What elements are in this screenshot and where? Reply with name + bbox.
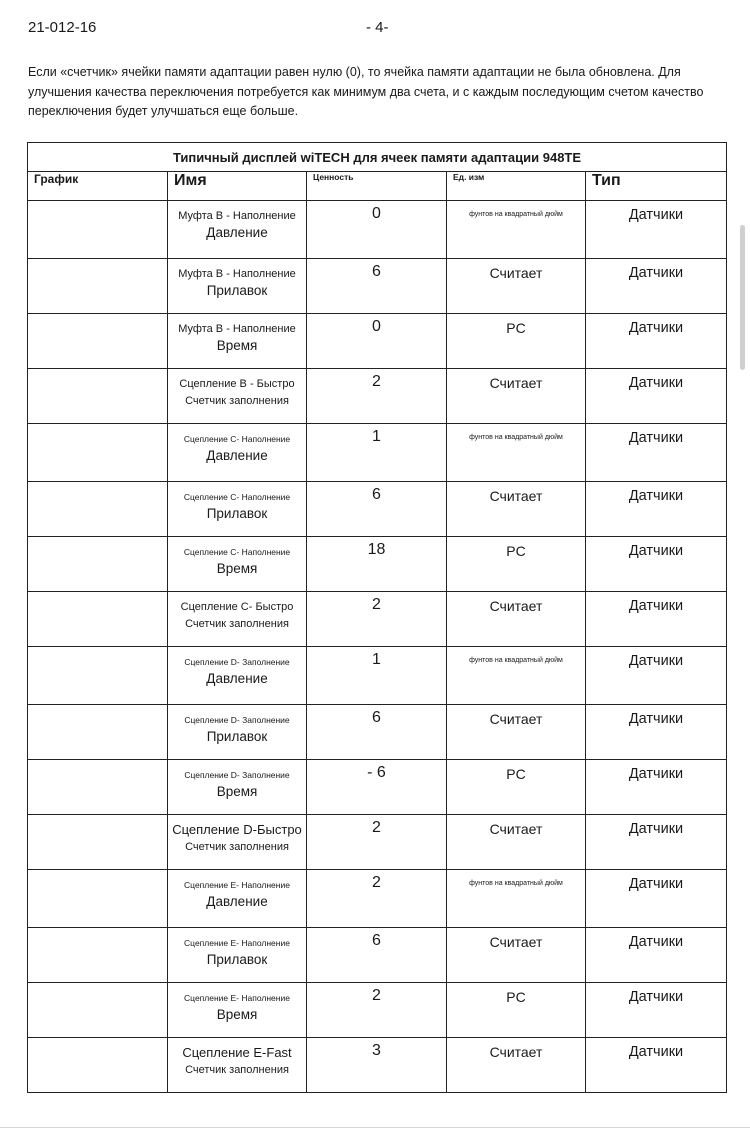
type-cell: Датчики (586, 592, 727, 647)
table-row (28, 201, 727, 259)
graph-cell (28, 815, 168, 870)
unit-cell: Считает (447, 1038, 586, 1093)
graph-cell (28, 201, 168, 259)
name-secondary: Давление (206, 448, 268, 463)
unit-cell: PC (447, 537, 586, 592)
type-cell: Датчики (586, 815, 727, 870)
column-header-name: Имя (168, 172, 307, 201)
value-cell: 0 (307, 201, 447, 259)
name-secondary: Счетчик заполнения (185, 1064, 289, 1076)
value-cell: 18 (307, 537, 447, 592)
name-primary: Сцепление B - Быстро (179, 378, 295, 390)
type-cell: Датчики (586, 870, 727, 928)
name-primary: Сцепление D- Заполнение (184, 715, 290, 725)
table-row (28, 424, 727, 482)
name-secondary: Давление (206, 225, 268, 240)
type-cell: Датчики (586, 983, 727, 1038)
value-cell: 2 (307, 369, 447, 424)
value-cell: 2 (307, 983, 447, 1038)
unit-cell: Считает (447, 928, 586, 983)
name-cell (168, 1038, 307, 1093)
name-cell (168, 928, 307, 983)
value-cell: 2 (307, 592, 447, 647)
table-row (28, 1038, 727, 1093)
name-secondary: Прилавок (206, 729, 268, 744)
unit-cell: Считает (447, 592, 586, 647)
graph-cell (28, 424, 168, 482)
value-cell: 6 (307, 259, 447, 314)
graph-cell (28, 314, 168, 369)
unit-cell: PC (447, 983, 586, 1038)
name-secondary: Счетчик заполнения (185, 395, 289, 407)
graph-cell (28, 705, 168, 760)
unit-cell: фунтов на квадратный дюйм (447, 870, 586, 928)
graph-cell (28, 647, 168, 705)
name-secondary: Время (216, 338, 258, 353)
page-bottom-divider (0, 1127, 750, 1128)
column-header-unit: Ед. изм (447, 172, 586, 201)
name-secondary: Счетчик заполнения (185, 841, 289, 853)
value-cell: 2 (307, 815, 447, 870)
type-cell: Датчики (586, 1038, 727, 1093)
table-row (28, 592, 727, 647)
table-row (28, 314, 727, 369)
table-row (28, 928, 727, 983)
name-cell (168, 592, 307, 647)
value-cell: 6 (307, 705, 447, 760)
intro-paragraph: Если «счетчик» ячейки памяти адаптации равен нулю (0), то ячейка памяти адаптации не была обновлена. Для улучшения качества переключения потребуется как минимум два счета, и с каждым последующим счетом качество переключения будет улучшаться еще больше. (28, 65, 704, 118)
scrollbar-thumb[interactable] (740, 225, 745, 370)
table-row (28, 815, 727, 870)
name-cell (168, 983, 307, 1038)
name-primary: Муфта B - Наполнение (178, 210, 296, 222)
unit-cell: Считает (447, 482, 586, 537)
name-primary: Муфта B - Наполнение (178, 268, 296, 280)
table-row (28, 870, 727, 928)
column-header-graph: График (28, 172, 168, 201)
graph-cell (28, 537, 168, 592)
name-primary: Сцепление E- Наполнение (184, 880, 290, 890)
type-cell: Датчики (586, 537, 727, 592)
value-cell: 0 (307, 314, 447, 369)
table-row (28, 983, 727, 1038)
unit-cell: Считает (447, 369, 586, 424)
graph-cell (28, 592, 168, 647)
type-cell: Датчики (586, 369, 727, 424)
name-cell (168, 259, 307, 314)
value-cell: - 6 (307, 760, 447, 815)
unit-cell: фунтов на квадратный дюйм (447, 424, 586, 482)
name-primary: Сцепление E- Наполнение (184, 993, 290, 1003)
name-cell (168, 815, 307, 870)
name-secondary: Время (216, 784, 258, 799)
type-cell: Датчики (586, 259, 727, 314)
type-cell: Датчики (586, 314, 727, 369)
name-primary: Сцепление C- Наполнение (183, 492, 291, 502)
unit-cell: Считает (447, 705, 586, 760)
name-cell (168, 647, 307, 705)
name-secondary: Время (216, 1007, 258, 1022)
value-cell: 6 (307, 928, 447, 983)
type-cell: Датчики (586, 201, 727, 259)
adaptation-cells-table (27, 142, 727, 1093)
table-row (28, 369, 727, 424)
name-cell (168, 424, 307, 482)
value-cell: 1 (307, 647, 447, 705)
name-secondary: Прилавок (206, 952, 268, 967)
name-primary: Сцепление D- Заполнение (184, 657, 290, 667)
name-cell (168, 482, 307, 537)
name-secondary: Прилавок (206, 506, 268, 521)
graph-cell (28, 983, 168, 1038)
document-number: 21-012-16 (28, 19, 97, 36)
column-header-type: Тип (586, 172, 727, 201)
type-cell: Датчики (586, 705, 727, 760)
value-cell: 6 (307, 482, 447, 537)
column-header-value: Ценность (307, 172, 447, 201)
graph-cell (28, 870, 168, 928)
table-header-row (28, 172, 727, 201)
graph-cell (28, 482, 168, 537)
type-cell: Датчики (586, 482, 727, 537)
unit-cell: Считает (447, 815, 586, 870)
name-primary: Сцепление D-Быстро (172, 822, 302, 837)
table-row (28, 705, 727, 760)
name-cell (168, 870, 307, 928)
name-primary: Сцепление E-Fast (182, 1045, 292, 1060)
graph-cell (28, 1038, 168, 1093)
table-row (28, 259, 727, 314)
graph-cell (28, 259, 168, 314)
unit-cell: Считает (447, 259, 586, 314)
name-cell (168, 369, 307, 424)
name-primary: Сцепление C- Быстро (180, 601, 294, 613)
table-row (28, 482, 727, 537)
name-secondary: Время (216, 561, 258, 576)
name-cell (168, 760, 307, 815)
name-secondary: Прилавок (206, 283, 268, 298)
name-cell (168, 201, 307, 259)
name-secondary: Счетчик заполнения (185, 618, 289, 630)
table-row (28, 537, 727, 592)
unit-cell: фунтов на квадратный дюйм (447, 201, 586, 259)
name-primary: Сцепление D- Заполнение (184, 770, 290, 780)
value-cell: 1 (307, 424, 447, 482)
page-number: - 4- (366, 19, 389, 36)
unit-cell: PC (447, 760, 586, 815)
table-row (28, 760, 727, 815)
type-cell: Датчики (586, 424, 727, 482)
name-primary: Сцепление E- Наполнение (184, 938, 290, 948)
unit-cell: фунтов на квадратный дюйм (447, 647, 586, 705)
graph-cell (28, 369, 168, 424)
name-primary: Сцепление C- Наполнение (183, 547, 291, 557)
name-primary: Сцепление C- Наполнение (183, 434, 291, 444)
table-title: Типичный дисплей wiTECH для ячеек памяти адаптации 948TE (28, 143, 727, 172)
graph-cell (28, 928, 168, 983)
type-cell: Датчики (586, 928, 727, 983)
type-cell: Датчики (586, 647, 727, 705)
table-body (28, 201, 727, 1093)
name-secondary: Давление (206, 894, 268, 909)
value-cell: 2 (307, 870, 447, 928)
unit-cell: PC (447, 314, 586, 369)
name-cell (168, 537, 307, 592)
table-row (28, 647, 727, 705)
name-primary: Муфта B - Наполнение (178, 323, 296, 335)
value-cell: 3 (307, 1038, 447, 1093)
graph-cell (28, 760, 168, 815)
name-cell (168, 705, 307, 760)
name-secondary: Давление (206, 671, 268, 686)
name-cell (168, 314, 307, 369)
type-cell: Датчики (586, 760, 727, 815)
